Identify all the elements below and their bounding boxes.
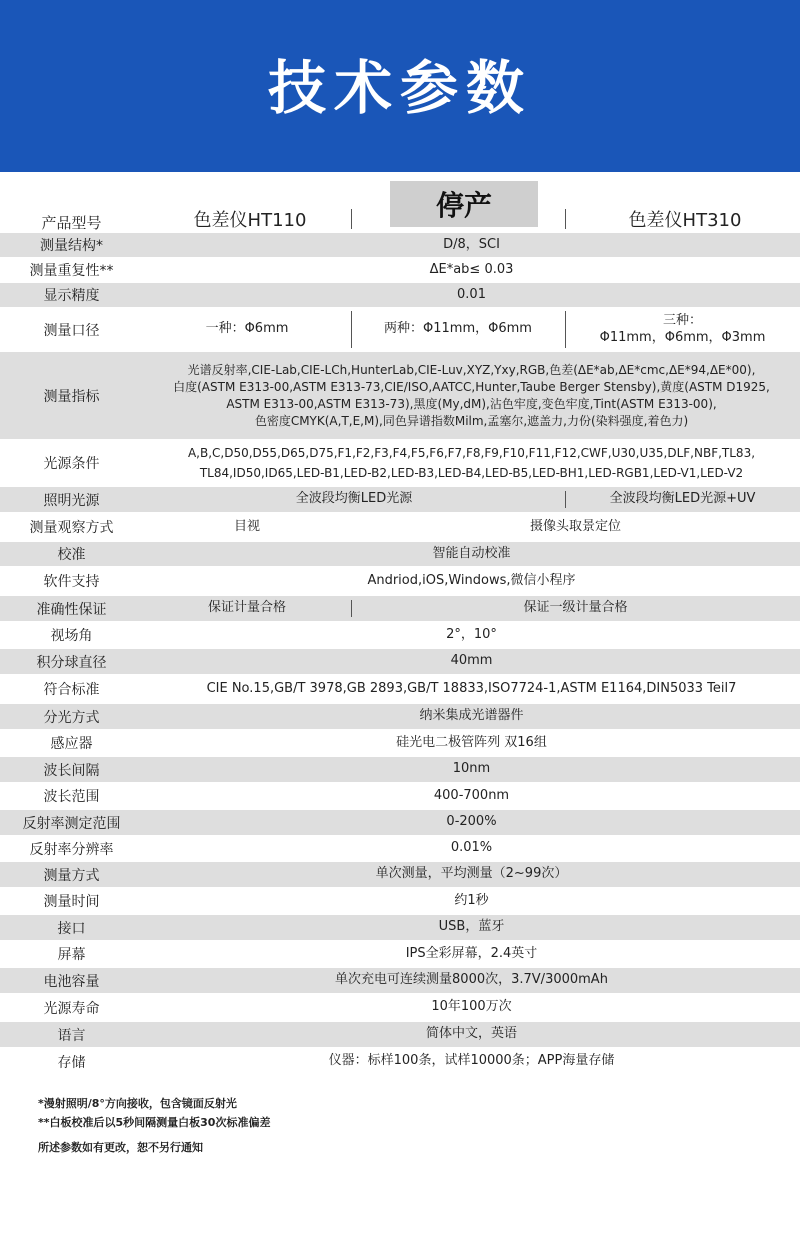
aperture-ht310 — [565, 313, 800, 347]
row-value: 40mm — [450, 653, 493, 669]
spec-row-sphere — [0, 649, 800, 674]
row-value: D/8，SCI — [443, 236, 500, 252]
spec-row-battery — [0, 968, 800, 993]
spec-row-storage — [0, 1047, 800, 1076]
illuminants-value — [143, 443, 800, 483]
spec-row-screen — [0, 940, 800, 968]
row-value: Andriod,iOS,Windows,微信小程序 — [367, 572, 576, 588]
spec-row-light-source — [0, 487, 800, 512]
spec-row-interface — [0, 915, 800, 940]
model-label: 产品型号 — [41, 214, 102, 232]
aperture-ht110: 一种：Φ6mm — [205, 321, 289, 337]
footnotes — [38, 1094, 270, 1132]
accuracy-right: 保证一级计量合格 — [523, 600, 628, 616]
row-label: 屏幕 — [57, 947, 86, 963]
row-label: 波长间隔 — [43, 762, 100, 779]
row-value: 简体中文，英语 — [425, 1026, 517, 1042]
spec-row-aperture — [0, 307, 800, 352]
row-label: 测量指标 — [43, 388, 100, 405]
indicators-line: 色密度CMYK(A,T,E,M),同色异谱指数Milm,孟塞尔,遮盖力,力份(染料强度,着色力) — [254, 413, 689, 428]
row-value: 仪器：标样100条，试样10000条；APP海量存储 — [328, 1053, 615, 1069]
spec-row-illuminants — [0, 439, 800, 487]
aperture-mid: 两种：Φ11mm，Φ6mm — [384, 321, 532, 337]
row-label: 测量结构* — [40, 238, 103, 254]
illuminants-line: A,B,C,D50,D55,D65,D75,F1,F2,F3,F4,F5,F6,F7,F8,F9,F10,F11,F12,CWF,U30,U35,DLF,NBF,TL83, — [187, 446, 756, 460]
row-label: 软件支持 — [43, 574, 100, 590]
row-value: USB，蓝牙 — [438, 919, 505, 935]
row-value: 10nm — [452, 761, 491, 777]
spec-row-view-angle — [0, 621, 800, 649]
spec-row-software — [0, 566, 800, 596]
row-label: 测量重复性** — [29, 263, 114, 279]
illuminants-line: TL84,ID50,ID65,LED-B1,LED-B2,LED-B3,LED-B4,LED-B5,LED-BH1,LED-RGB1,LED-V1,LED-V2 — [199, 466, 744, 480]
model-ht310: 色差仪HT310 — [628, 210, 742, 231]
row-value: ΔE*ab≤ 0.03 — [429, 261, 514, 277]
row-value: 10年100万次 — [431, 999, 512, 1015]
row-label: 校准 — [57, 547, 86, 563]
spec-row-sensor — [0, 729, 800, 757]
spec-row-accuracy — [0, 596, 800, 621]
model-header-row — [0, 202, 800, 234]
row-value: 400-700nm — [433, 787, 510, 803]
row-label: 测量观察方式 — [29, 520, 114, 536]
row-label: 测量口径 — [43, 322, 100, 339]
spec-row-spectral — [0, 704, 800, 729]
row-label: 符合标准 — [43, 682, 100, 698]
title-banner — [0, 0, 800, 172]
row-label: 积分球直径 — [36, 654, 107, 671]
row-label: 电池容量 — [43, 973, 100, 990]
row-label: 感应器 — [50, 736, 93, 752]
indicators-line: 光谱反射率,CIE-Lab,CIE-LCh,HunterLab,CIE-Luv,XYZ,Yxy,RGB,色差(ΔE*ab,ΔE*cmc,ΔE*94,ΔE*00), — [187, 362, 756, 377]
observation-left: 目视 — [233, 518, 260, 534]
row-value: 0-200% — [446, 814, 497, 830]
model-ht110: 色差仪HT110 — [193, 210, 307, 231]
spec-row-calibration — [0, 542, 800, 566]
row-value: 2°，10° — [446, 626, 497, 642]
row-label: 测量方式 — [43, 867, 100, 884]
footnote: *漫射照明/8°方向接收，包含镜面反射光 — [38, 1097, 237, 1110]
indicators-value — [143, 362, 800, 430]
spec-row-wavelength-interval — [0, 757, 800, 782]
row-label: 语言 — [57, 1027, 86, 1044]
row-value: CIE No.15,GB/T 3978,GB 2893,GB/T 18833,ISO7724-1,ASTM E1164,DIN5033 Teil7 — [206, 680, 737, 696]
row-label: 光源寿命 — [43, 1000, 100, 1017]
light-source-right: 全波段均衡LED光源+UV — [609, 491, 756, 507]
footnote: **白板校准后以5秒间隔测量白板30次标准偏差 — [38, 1116, 271, 1129]
row-label: 视场角 — [50, 628, 93, 644]
spec-row-indicators — [0, 352, 800, 439]
accuracy-left: 保证计量合格 — [207, 600, 286, 616]
spec-row-standards — [0, 674, 800, 704]
row-label: 接口 — [57, 920, 86, 937]
page-title: 技术参数 — [267, 54, 532, 122]
row-label: 光源条件 — [43, 456, 100, 472]
row-label: 反射率分辨率 — [29, 841, 114, 858]
observation-right: 摄像头取景定位 — [529, 518, 621, 534]
spec-row-mode — [0, 862, 800, 887]
row-value: 纳米集成光谱器件 — [419, 708, 524, 724]
light-source-left: 全波段均衡LED光源 — [295, 491, 413, 507]
header-divider — [351, 209, 352, 229]
indicators-line: 白度(ASTM E313-00,ASTM E313-73,CIE/ISO,AATCC,Hunter,Taube Berger Stensby),黄度(ASTM D1925, — [173, 379, 770, 394]
row-value: 单次充电可连续测量8000次，3.7V/3000mAh — [335, 972, 608, 988]
row-value: 0.01 — [457, 286, 486, 302]
row-label: 准确性保证 — [36, 601, 107, 618]
indicators-line: ASTM E313-00,ASTM E313-73),黑度(My,dM),沾色牢度,变色牢度,Tint(ASTM E313-00), — [226, 396, 717, 411]
aperture-ht310-line2: Φ11mm，Φ6mm，Φ3mm — [599, 329, 766, 345]
row-label: 照明光源 — [43, 492, 100, 509]
disclaimer: 所述参数如有更改，恕不另行通知 — [38, 1141, 203, 1154]
discontinued-badge: 停产 — [390, 181, 538, 227]
row-label: 分光方式 — [43, 709, 100, 726]
row-value: IPS全彩屏幕，2.4英寸 — [405, 945, 538, 961]
spec-row-structure — [0, 233, 800, 257]
spec-row-reflectance-range — [0, 810, 800, 835]
aperture-ht310-line1: 三种： — [662, 312, 702, 328]
spec-row-repeatability — [0, 257, 800, 283]
row-value: 硅光电二极管阵列 双16组 — [396, 734, 547, 750]
row-label: 显示精度 — [43, 288, 100, 304]
row-label: 测量时间 — [43, 894, 100, 910]
row-value: 0.01% — [450, 840, 493, 856]
spec-row-language — [0, 1022, 800, 1047]
spec-row-wavelength-range — [0, 782, 800, 810]
spec-row-precision — [0, 283, 800, 307]
row-value: 智能自动校准 — [432, 545, 511, 561]
row-value: 约1秒 — [454, 892, 489, 908]
spec-row-lifetime — [0, 993, 800, 1022]
spec-row-reflectance-resolution — [0, 835, 800, 862]
row-label: 波长范围 — [43, 789, 100, 805]
spec-row-observation — [0, 512, 800, 542]
row-label: 反射率测定范围 — [22, 815, 121, 832]
spec-row-time — [0, 887, 800, 915]
row-value: 单次测量，平均测量（2~99次） — [375, 866, 568, 882]
header-divider — [565, 209, 566, 229]
row-label: 存储 — [57, 1054, 86, 1071]
